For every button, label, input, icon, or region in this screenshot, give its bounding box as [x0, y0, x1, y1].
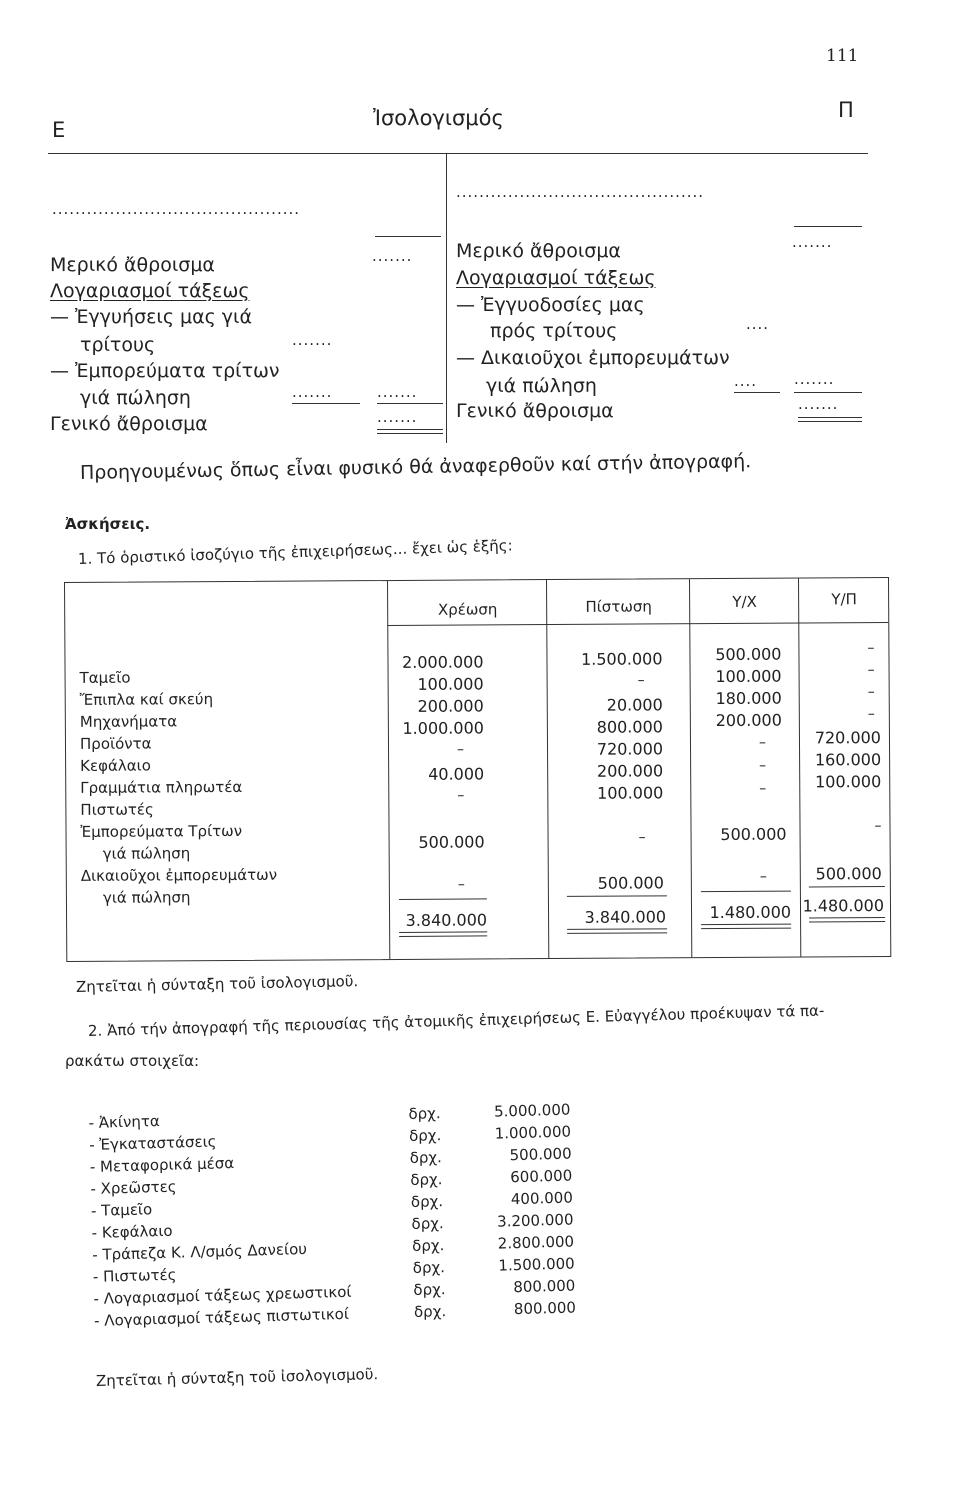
- list-item-value: 3.200.000: [496, 1210, 574, 1231]
- table-total-credit-balance: 1.480.000: [802, 895, 885, 916]
- table-row-name: Ἔπιπλα καί σκεύη: [79, 690, 214, 709]
- table-cell-credit-balance: –: [867, 684, 875, 701]
- debit-side-letter: Ε: [52, 118, 66, 142]
- list-item: - Ἐγκαταστάσεις: [88, 1132, 217, 1154]
- right-beneficiaries: — Δικαιοῦχοι ἐμπορευμάτων: [456, 347, 730, 369]
- table-row-name: Ἐμπορεύματα Τρίτων: [80, 821, 243, 841]
- column-header-credit: Πίστωση: [585, 597, 652, 616]
- table-cell-debit: –: [456, 741, 465, 758]
- left-guarantees-cont: τρίτους: [80, 334, 156, 356]
- page-number: 111: [826, 46, 859, 66]
- table-cell-debit: 100.000: [417, 674, 484, 694]
- column-header-debit: Χρέωση: [437, 600, 498, 619]
- table-row-name: Μηχανήματα: [79, 712, 178, 731]
- table-row-name-cont: γιά πώληση: [102, 844, 191, 863]
- table-total-credit: 3.840.000: [584, 907, 667, 927]
- table-row-name: Πιστωτές: [80, 800, 154, 819]
- table-cell-debit-balance: –: [759, 868, 767, 885]
- table-row-name: Προϊόντα: [79, 734, 152, 753]
- list-item-currency: δρχ.: [411, 1214, 444, 1234]
- table-row-name: Δικαιοῦχοι ἐμπορευμάτων: [80, 865, 278, 885]
- list-item-value: 1.000.000: [494, 1122, 572, 1143]
- exercise1-task: Ζητεῖται ἡ σύνταξη τοῦ ἰσολογισμοῦ.: [75, 972, 359, 996]
- balance-sheet-top-line: [48, 153, 868, 154]
- table-cell-credit: –: [637, 672, 645, 689]
- list-item: - Χρεῶστες: [90, 1177, 177, 1198]
- right-guarantees: — Ἐγγυοδοσίες μας: [456, 294, 645, 316]
- table-cell-credit: 1.500.000: [580, 649, 663, 669]
- left-guarantees-dots: .......: [292, 331, 333, 349]
- list-item-value: 5.000.000: [493, 1100, 571, 1121]
- table-row-name-cont: γιά πώληση: [102, 888, 191, 907]
- left-dots-line: ...........................................: [52, 200, 301, 218]
- list-item-value: 600.000: [509, 1166, 573, 1187]
- left-goods-underline: [292, 403, 360, 404]
- list-item: - Τράπεζα Κ. Λ/σμός Δανείου: [92, 1239, 308, 1264]
- list-item: - Μεταφορικά μέσα: [89, 1153, 235, 1176]
- list-item-value: 500.000: [509, 1144, 572, 1165]
- list-item-value: 800.000: [513, 1276, 576, 1297]
- exercise2-task: Ζητεῖται ἡ σύνταξη τοῦ ἰσολογισμοῦ.: [95, 1365, 379, 1390]
- balance-sheet-title: Ἰσολογισμός: [373, 106, 504, 130]
- left-partial-total: Μερικό ἄθροισμα: [50, 254, 215, 276]
- right-beneficiaries-total-dots: .......: [794, 370, 835, 388]
- right-guarantees-cont: πρός τρίτους: [490, 320, 618, 342]
- table-cell-debit-balance: –: [758, 734, 767, 751]
- list-item-currency: δρχ.: [413, 1302, 447, 1321]
- exercise2-intro-line1: 2. Ἀπό τήν ἀπογραφή τῆς περιουσίας τῆς ἀτομικῆς ἐπιχειρήσεως Ε. Εὐαγγέλου προέκυψαν τά πα-: [87, 1001, 825, 1040]
- table-cell-credit-balance: –: [867, 662, 875, 679]
- table-cell-credit: 720.000: [596, 739, 664, 759]
- list-item-value: 400.000: [510, 1188, 574, 1209]
- inventory-list: [88, 1087, 614, 1341]
- list-item: - Κεφάλαιο: [91, 1221, 173, 1242]
- table-cell-credit-balance: –: [867, 706, 875, 723]
- right-grand-total: Γενικό ἄθροισμα: [456, 400, 614, 422]
- left-order-accounts: Λογαριασμοί τάξεως: [50, 280, 250, 302]
- table-cell-debit: 2.000.000: [402, 652, 484, 672]
- table-cell-debit: 200.000: [417, 696, 484, 716]
- list-item: - Λογαριασμοί τάξεως πιστωτικοί: [93, 1304, 350, 1330]
- table-cell-debit-balance: 500.000: [720, 824, 787, 844]
- table-cell-credit: 500.000: [597, 873, 664, 893]
- right-grand-total-dots: .......: [798, 395, 839, 413]
- right-beneficiaries-cont: γιά πώληση: [486, 375, 597, 397]
- right-partial-total-dots: .......: [792, 233, 833, 251]
- credit-side-letter: Π: [838, 98, 854, 122]
- list-item-currency: δρχ.: [413, 1280, 446, 1299]
- inventory-note: Προηγουμένως ὅπως εἶναι φυσικό θά ἀναφερθοῦν καί στήν ἀπογραφή.: [79, 450, 752, 484]
- table-cell-debit: 40.000: [428, 764, 485, 784]
- table-cell-credit-balance: –: [867, 640, 875, 657]
- table-cell-debit-balance: 500.000: [715, 644, 782, 665]
- left-goods-total-underline: [377, 403, 443, 404]
- list-item-currency: δρχ.: [410, 1192, 444, 1212]
- table-cell-credit: 100.000: [597, 783, 664, 803]
- exercise2-intro-line2: ρακάτω στοιχεῖα:: [65, 1052, 200, 1070]
- left-partial-total-dots: .......: [372, 247, 413, 265]
- list-item-value: 1.500.000: [498, 1254, 575, 1275]
- table-cell-debit-balance: –: [759, 780, 767, 797]
- table-cell-credit-balance: 720.000: [814, 728, 882, 748]
- table-cell-debit-balance: –: [759, 757, 767, 774]
- table-row-name: Ταμεῖο: [79, 668, 131, 687]
- list-item: - Λογαριασμοί τάξεως χρεωστικοί: [93, 1282, 352, 1308]
- left-grand-total-double-line: [377, 429, 443, 434]
- column-header-debit-balance: Υ/Χ: [732, 592, 757, 611]
- table-total-debit: 3.840.000: [405, 910, 488, 930]
- balance-sheet-center-line: [446, 153, 447, 443]
- left-subtotal-line: [375, 236, 441, 237]
- trial-balance-table: [64, 577, 891, 962]
- list-item-value: 800.000: [513, 1298, 577, 1319]
- table-cell-credit: 20.000: [606, 695, 663, 715]
- table-cell-credit-balance: 500.000: [815, 864, 882, 884]
- left-goods-cont: γιά πώληση: [80, 387, 191, 409]
- left-guarantees: — Ἐγγυήσεις μας γιά: [50, 306, 253, 328]
- table-cell-debit: –: [457, 876, 465, 893]
- table-cell-credit-balance: 160.000: [814, 750, 882, 770]
- list-item-currency: δρχ.: [411, 1236, 445, 1256]
- list-item-currency: δρχ.: [412, 1258, 446, 1277]
- list-item-value: 2.800.000: [497, 1232, 575, 1253]
- list-item-currency: δρχ.: [410, 1170, 443, 1190]
- table-total-debit-balance: 1.480.000: [709, 902, 792, 923]
- table-cell-debit-balance: 100.000: [715, 666, 782, 687]
- right-partial-total: Μερικό ἄθροισμα: [456, 240, 621, 262]
- table-cell-debit: –: [457, 787, 465, 804]
- list-item-currency: δρχ.: [408, 1104, 441, 1124]
- left-goods-total-dots: .......: [377, 383, 418, 401]
- table-row-name: Γραμμάτια πληρωτέα: [80, 777, 243, 797]
- exercises-heading: Ἀσκήσεις.: [65, 515, 151, 533]
- table-cell-debit: 500.000: [418, 832, 485, 852]
- right-dots-line: ...........................................: [456, 183, 705, 201]
- left-grand-total-dots: .......: [377, 408, 418, 426]
- list-item: - Ἀκίνητα: [88, 1112, 160, 1132]
- column-header-credit-balance: Υ/Π: [831, 590, 857, 609]
- right-order-accounts: Λογαριασμοί τάξεως: [456, 267, 656, 289]
- left-goods-dots: .......: [292, 383, 333, 401]
- table-cell-debit: 1.000.000: [402, 718, 484, 738]
- table-cell-credit: 200.000: [596, 761, 664, 781]
- left-goods: — Ἐμπορεύματα τρίτων: [50, 360, 280, 382]
- list-item-currency: δρχ.: [409, 1148, 443, 1168]
- left-grand-total: Γενικό ἄθροισμα: [50, 413, 208, 435]
- right-beneficiaries-underline: [734, 392, 780, 393]
- table-cell-credit: –: [638, 829, 646, 846]
- right-grand-total-double-line: [798, 417, 862, 422]
- table-cell-credit-balance: –: [874, 818, 882, 835]
- table-cell-debit-balance: 180.000: [715, 688, 782, 709]
- table-cell-credit: 800.000: [596, 717, 663, 737]
- right-beneficiaries-total-underline: [794, 392, 862, 393]
- right-beneficiaries-dots: ....: [734, 372, 758, 390]
- exercise1-intro: 1. Τό ὁριστικό ἰσοζύγιο τῆς ἐπιχειρήσεως... ἔχει ὡς ἑξῆς:: [77, 536, 513, 568]
- table-cell-debit-balance: 200.000: [715, 710, 782, 731]
- right-subtotal-line: [794, 226, 862, 227]
- table-row-name: Κεφάλαιο: [80, 756, 151, 775]
- list-item: - Πιστωτές: [92, 1265, 177, 1286]
- list-item: - Ταμεῖο: [90, 1200, 153, 1220]
- right-guarantees-dots: ....: [746, 315, 770, 333]
- list-item-currency: δρχ.: [408, 1126, 442, 1146]
- table-cell-credit-balance: 100.000: [815, 772, 882, 792]
